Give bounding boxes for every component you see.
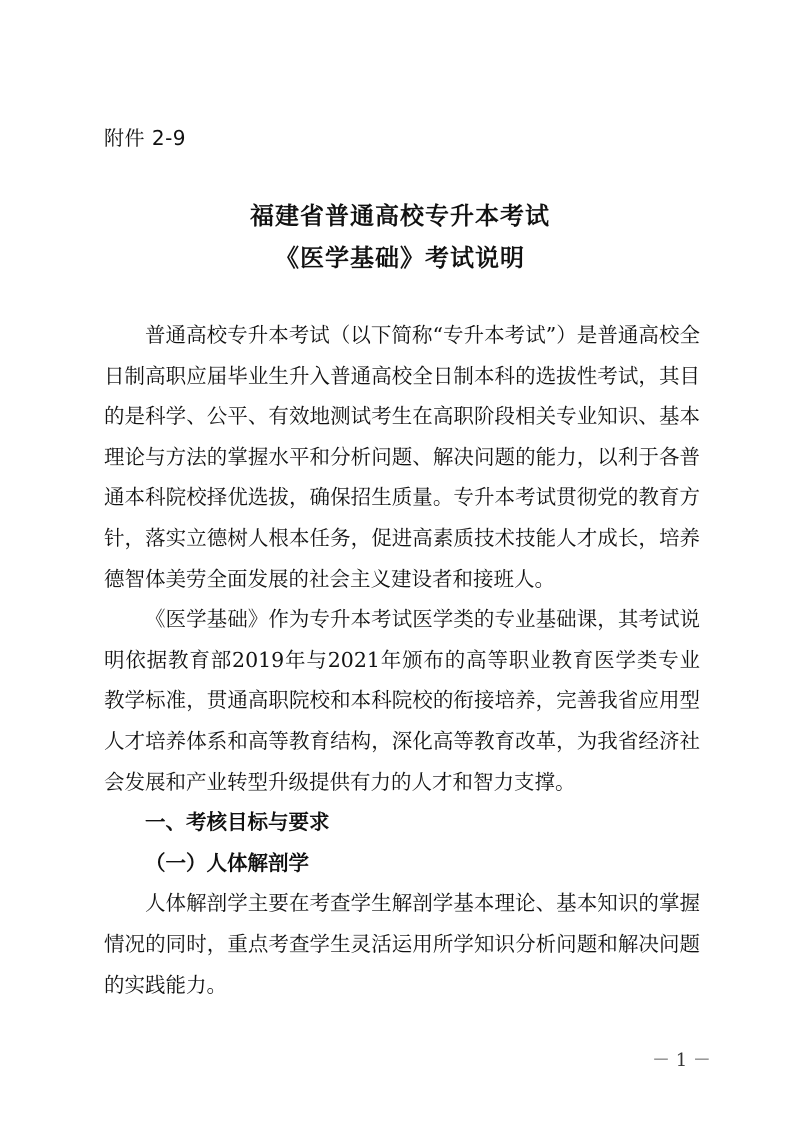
- document-title: 福建省普通高校专升本考试: [250, 202, 550, 230]
- subsection-heading: （一）人体解剖学: [145, 850, 309, 875]
- course-paragraph: 《医学基础》作为专升本考试医学类的专业基础课，其考试说明依据教育部2019年与2021年颁布的高等职业教育医学类专业教学标准，贯通高职院校和本科院校的衔接培养，完善我省应用型人才培养体系和高等教育结构，深化高等教育改革，为我省经济社会发展和产业转型升级提供有力的人才和智力支撑。: [104, 607, 700, 794]
- page-number: － 1 －: [652, 1050, 711, 1071]
- anatomy-paragraph: 人体解剖学主要在考查学生解剖学基本理论、基本知识的掌握情况的同时，重点考查学生灵活运用所学知识分析问题和解决问题的实践能力。: [104, 891, 700, 997]
- attachment-label: 附件 2-9: [104, 126, 187, 150]
- document-body: [104, 315, 700, 1005]
- intro-paragraph: 普通高校专升本考试（以下简称“专升本考试”）是普通高校全日制高职应届毕业生升入普通高校全日制本科的选拔性考试，其目的是科学、公平、有效地测试考生在高职阶段相关专业知识、基本理论与方法的掌握水平和分析问题、解决问题的能力，以利于各普通本科院校择优选拔，确保招生质量。专升本考试贯彻党的教育方针，落实立德树人根本任务，促进高素质技术技能人才成长，培养德智体美劳全面发展的社会主义建设者和接班人。: [104, 323, 700, 591]
- section-heading: 一、考核目标与要求: [145, 810, 330, 835]
- document-subtitle: 《医学基础》考试说明: [275, 244, 525, 272]
